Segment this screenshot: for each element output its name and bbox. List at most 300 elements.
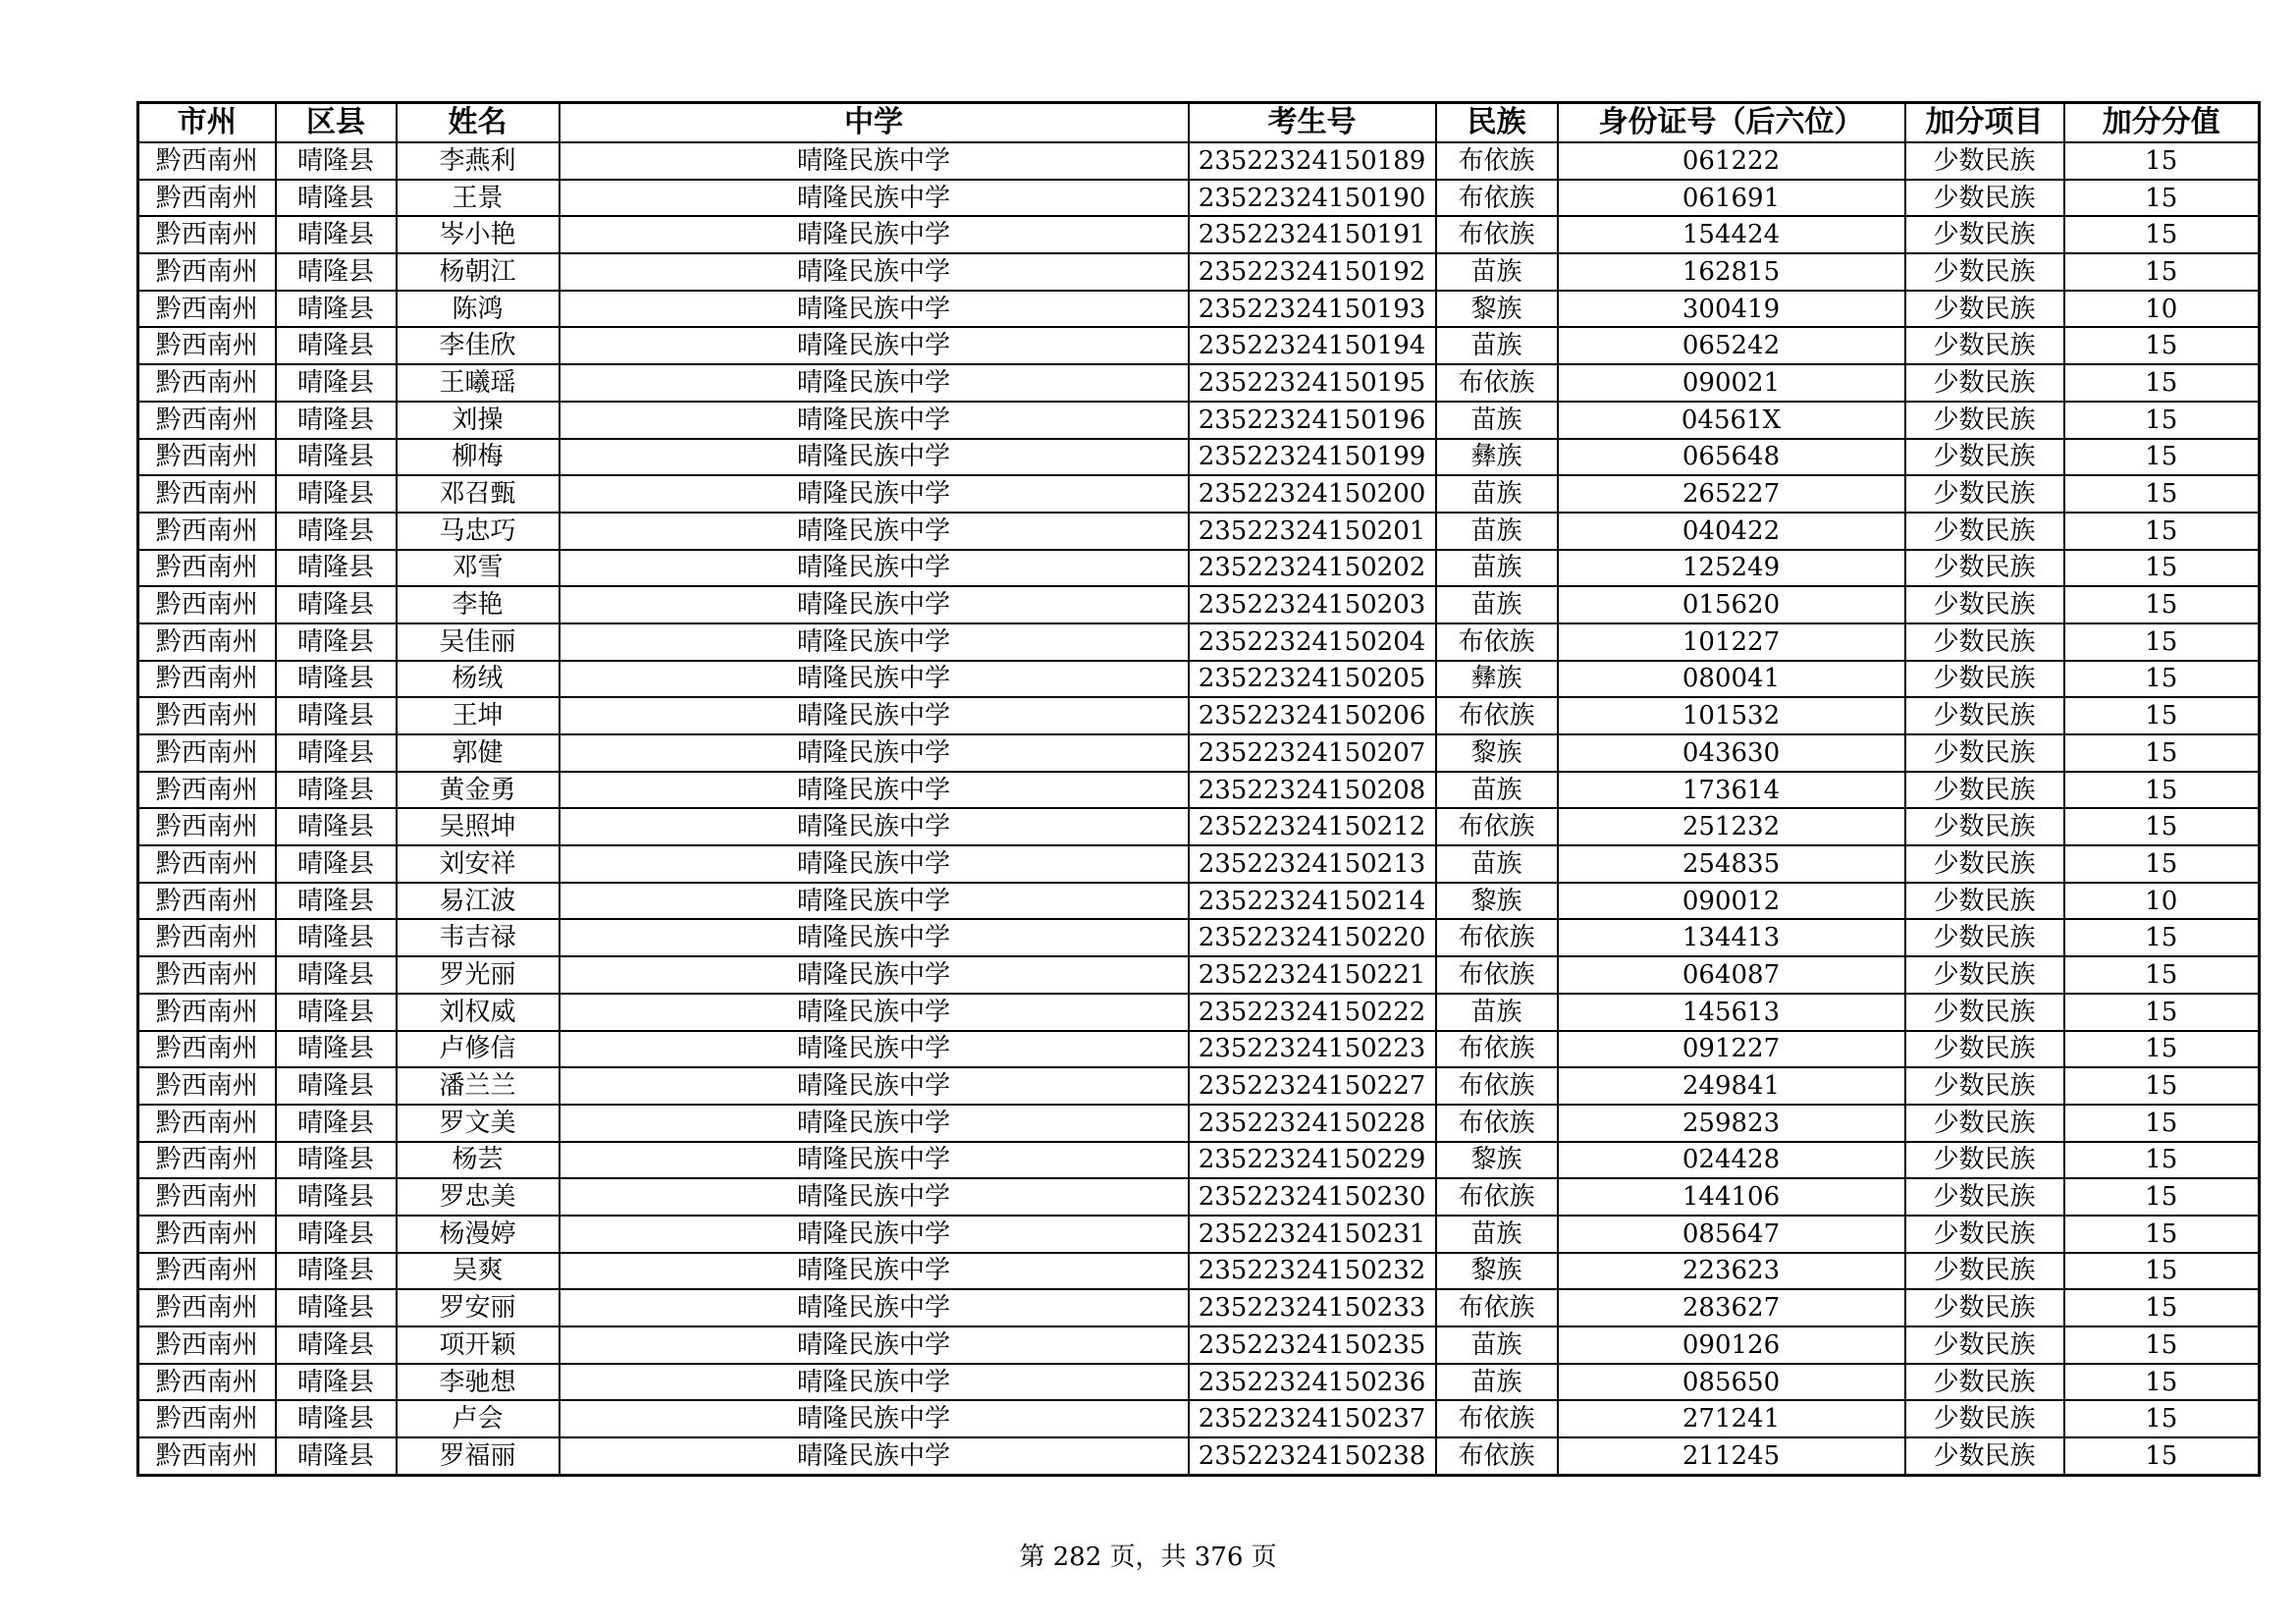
bonus-value-cell: 15 (2064, 1216, 2260, 1253)
ethnicity-cell: 苗族 (1436, 1326, 1558, 1364)
ethnicity-cell: 布依族 (1436, 180, 1558, 217)
id-suffix-cell: 061691 (1558, 180, 1905, 217)
name-cell: 易江波 (397, 883, 560, 920)
bonus-value-cell: 15 (2064, 1253, 2260, 1290)
exam-id-cell: 23522324150206 (1189, 697, 1436, 734)
id-suffix-cell: 154424 (1558, 216, 1905, 253)
city-cell: 黔西南州 (138, 216, 276, 253)
ethnicity-cell: 黎族 (1436, 1253, 1558, 1290)
table-row (138, 1289, 2260, 1326)
exam-id-cell: 23522324150230 (1189, 1178, 1436, 1216)
ethnicity-cell: 苗族 (1436, 475, 1558, 513)
bonus-value-cell: 15 (2064, 402, 2260, 439)
bonus-value-cell: 15 (2064, 1031, 2260, 1068)
ethnicity-cell: 布依族 (1436, 216, 1558, 253)
id-suffix-cell: 162815 (1558, 253, 1905, 291)
exam-id-cell: 23522324150199 (1189, 439, 1436, 476)
ethnicity-cell: 苗族 (1436, 513, 1558, 550)
city-cell: 黔西南州 (138, 327, 276, 364)
city-cell: 黔西南州 (138, 253, 276, 291)
id-suffix-cell: 101532 (1558, 697, 1905, 734)
bonus-value-cell: 15 (2064, 734, 2260, 772)
exam-id-cell: 23522324150193 (1189, 291, 1436, 328)
county-cell: 晴隆县 (276, 364, 397, 402)
bonus-value-cell: 15 (2064, 697, 2260, 734)
column-header: 姓名 (397, 103, 560, 143)
exam-id-cell: 23522324150194 (1189, 327, 1436, 364)
school-cell: 晴隆民族中学 (560, 216, 1189, 253)
school-cell: 晴隆民族中学 (560, 142, 1189, 180)
bonus-item-cell: 少数民族 (1905, 475, 2064, 513)
city-cell: 黔西南州 (138, 883, 276, 920)
city-cell: 黔西南州 (138, 919, 276, 956)
name-cell: 罗文美 (397, 1105, 560, 1142)
bonus-value-cell: 15 (2064, 808, 2260, 845)
city-cell: 黔西南州 (138, 734, 276, 772)
city-cell: 黔西南州 (138, 402, 276, 439)
school-cell: 晴隆民族中学 (560, 883, 1189, 920)
table-row (138, 364, 2260, 402)
bonus-value-cell: 15 (2064, 1326, 2260, 1364)
ethnicity-cell: 布依族 (1436, 623, 1558, 661)
name-cell: 杨朝江 (397, 253, 560, 291)
county-cell: 晴隆县 (276, 180, 397, 217)
bonus-item-cell: 少数民族 (1905, 1326, 2064, 1364)
name-cell: 李驰想 (397, 1364, 560, 1401)
table-row (138, 1326, 2260, 1364)
exam-id-cell: 23522324150213 (1189, 845, 1436, 883)
id-suffix-cell: 024428 (1558, 1142, 1905, 1179)
ethnicity-cell: 苗族 (1436, 845, 1558, 883)
table-row (138, 697, 2260, 734)
name-cell: 卢会 (397, 1400, 560, 1437)
bonus-item-cell: 少数民族 (1905, 661, 2064, 698)
table-row (138, 623, 2260, 661)
bonus-item-cell: 少数民族 (1905, 956, 2064, 994)
bonus-value-cell: 15 (2064, 1289, 2260, 1326)
exam-id-cell: 23522324150205 (1189, 661, 1436, 698)
exam-id-cell: 23522324150235 (1189, 1326, 1436, 1364)
exam-id-cell: 23522324150207 (1189, 734, 1436, 772)
table-row (138, 845, 2260, 883)
bonus-item-cell: 少数民族 (1905, 1105, 2064, 1142)
id-suffix-cell: 015620 (1558, 586, 1905, 623)
city-cell: 黔西南州 (138, 1142, 276, 1179)
ethnicity-cell: 布依族 (1436, 1031, 1558, 1068)
name-cell: 陈鸿 (397, 291, 560, 328)
bonus-item-cell: 少数民族 (1905, 253, 2064, 291)
city-cell: 黔西南州 (138, 1105, 276, 1142)
column-header: 中学 (560, 103, 1189, 143)
city-cell: 黔西南州 (138, 513, 276, 550)
table-row (138, 1216, 2260, 1253)
school-cell: 晴隆民族中学 (560, 1364, 1189, 1401)
id-suffix-cell: 271241 (1558, 1400, 1905, 1437)
school-cell: 晴隆民族中学 (560, 734, 1189, 772)
bonus-item-cell: 少数民族 (1905, 919, 2064, 956)
name-cell: 潘兰兰 (397, 1067, 560, 1105)
county-cell: 晴隆县 (276, 1142, 397, 1179)
table-row (138, 253, 2260, 291)
ethnicity-cell: 苗族 (1436, 253, 1558, 291)
table-row (138, 734, 2260, 772)
city-cell: 黔西南州 (138, 808, 276, 845)
table-row (138, 994, 2260, 1031)
school-cell: 晴隆民族中学 (560, 661, 1189, 698)
ethnicity-cell: 布依族 (1436, 1105, 1558, 1142)
bonus-value-cell: 15 (2064, 1400, 2260, 1437)
exam-id-cell: 23522324150200 (1189, 475, 1436, 513)
city-cell: 黔西南州 (138, 1253, 276, 1290)
city-cell: 黔西南州 (138, 364, 276, 402)
exam-id-cell: 23522324150204 (1189, 623, 1436, 661)
city-cell: 黔西南州 (138, 1400, 276, 1437)
table-row (138, 550, 2260, 587)
exam-id-cell: 23522324150227 (1189, 1067, 1436, 1105)
id-suffix-cell: 300419 (1558, 291, 1905, 328)
city-cell: 黔西南州 (138, 956, 276, 994)
school-cell: 晴隆民族中学 (560, 697, 1189, 734)
table-row (138, 919, 2260, 956)
table-row (138, 1067, 2260, 1105)
id-suffix-cell: 085650 (1558, 1364, 1905, 1401)
table-row (138, 1437, 2260, 1475)
name-cell: 吴爽 (397, 1253, 560, 1290)
ethnicity-cell: 苗族 (1436, 402, 1558, 439)
bonus-item-cell: 少数民族 (1905, 845, 2064, 883)
table-row (138, 327, 2260, 364)
county-cell: 晴隆县 (276, 550, 397, 587)
bonus-item-cell: 少数民族 (1905, 1142, 2064, 1179)
county-cell: 晴隆县 (276, 216, 397, 253)
name-cell: 郭健 (397, 734, 560, 772)
exam-id-cell: 23522324150196 (1189, 402, 1436, 439)
table-row (138, 475, 2260, 513)
city-cell: 黔西南州 (138, 1216, 276, 1253)
column-header: 考生号 (1189, 103, 1436, 143)
county-cell: 晴隆县 (276, 1437, 397, 1475)
school-cell: 晴隆民族中学 (560, 513, 1189, 550)
id-suffix-cell: 085647 (1558, 1216, 1905, 1253)
table-body (138, 142, 2260, 1475)
county-cell: 晴隆县 (276, 1364, 397, 1401)
bonus-item-cell: 少数民族 (1905, 697, 2064, 734)
school-cell: 晴隆民族中学 (560, 1178, 1189, 1216)
bonus-value-cell: 15 (2064, 253, 2260, 291)
county-cell: 晴隆县 (276, 845, 397, 883)
name-cell: 邓雪 (397, 550, 560, 587)
table-row (138, 216, 2260, 253)
city-cell: 黔西南州 (138, 586, 276, 623)
city-cell: 黔西南州 (138, 475, 276, 513)
city-cell: 黔西南州 (138, 1178, 276, 1216)
table-row (138, 1178, 2260, 1216)
name-cell: 杨漫婷 (397, 1216, 560, 1253)
city-cell: 黔西南州 (138, 661, 276, 698)
school-cell: 晴隆民族中学 (560, 919, 1189, 956)
bonus-value-cell: 15 (2064, 661, 2260, 698)
city-cell: 黔西南州 (138, 1437, 276, 1475)
exam-id-cell: 23522324150231 (1189, 1216, 1436, 1253)
bonus-item-cell: 少数民族 (1905, 216, 2064, 253)
table-row (138, 808, 2260, 845)
city-cell: 黔西南州 (138, 180, 276, 217)
county-cell: 晴隆县 (276, 808, 397, 845)
ethnicity-cell: 彝族 (1436, 661, 1558, 698)
name-cell: 李艳 (397, 586, 560, 623)
id-suffix-cell: 265227 (1558, 475, 1905, 513)
exam-id-cell: 23522324150189 (1189, 142, 1436, 180)
county-cell: 晴隆县 (276, 734, 397, 772)
county-cell: 晴隆县 (276, 661, 397, 698)
table-row (138, 772, 2260, 809)
bonus-value-cell: 15 (2064, 1437, 2260, 1475)
bonus-item-cell: 少数民族 (1905, 291, 2064, 328)
id-suffix-cell: 145613 (1558, 994, 1905, 1031)
exam-id-cell: 23522324150220 (1189, 919, 1436, 956)
table-row (138, 883, 2260, 920)
county-cell: 晴隆县 (276, 439, 397, 476)
city-cell: 黔西南州 (138, 1031, 276, 1068)
bonus-item-cell: 少数民族 (1905, 142, 2064, 180)
name-cell: 卢修信 (397, 1031, 560, 1068)
ethnicity-cell: 黎族 (1436, 883, 1558, 920)
ethnicity-cell: 苗族 (1436, 327, 1558, 364)
ethnicity-cell: 布依族 (1436, 1178, 1558, 1216)
school-cell: 晴隆民族中学 (560, 586, 1189, 623)
table-row (138, 291, 2260, 328)
exam-id-cell: 23522324150214 (1189, 883, 1436, 920)
id-suffix-cell: 040422 (1558, 513, 1905, 550)
bonus-item-cell: 少数民族 (1905, 439, 2064, 476)
school-cell: 晴隆民族中学 (560, 180, 1189, 217)
ethnicity-cell: 布依族 (1436, 364, 1558, 402)
bonus-item-cell: 少数民族 (1905, 513, 2064, 550)
name-cell: 李佳欣 (397, 327, 560, 364)
name-cell: 柳梅 (397, 439, 560, 476)
bonus-value-cell: 15 (2064, 550, 2260, 587)
bonus-item-cell: 少数民族 (1905, 994, 2064, 1031)
school-cell: 晴隆民族中学 (560, 327, 1189, 364)
bonus-item-cell: 少数民族 (1905, 1289, 2064, 1326)
bonus-item-cell: 少数民族 (1905, 1364, 2064, 1401)
name-cell: 岑小艳 (397, 216, 560, 253)
county-cell: 晴隆县 (276, 1326, 397, 1364)
bonus-value-cell: 15 (2064, 1067, 2260, 1105)
column-header: 市州 (138, 103, 276, 143)
bonus-value-cell: 15 (2064, 142, 2260, 180)
exam-id-cell: 23522324150195 (1189, 364, 1436, 402)
column-header: 民族 (1436, 103, 1558, 143)
city-cell: 黔西南州 (138, 439, 276, 476)
table-row (138, 1105, 2260, 1142)
name-cell: 罗福丽 (397, 1437, 560, 1475)
id-suffix-cell: 101227 (1558, 623, 1905, 661)
ethnicity-cell: 黎族 (1436, 1142, 1558, 1179)
county-cell: 晴隆县 (276, 402, 397, 439)
exam-id-cell: 23522324150221 (1189, 956, 1436, 994)
id-suffix-cell: 144106 (1558, 1178, 1905, 1216)
school-cell: 晴隆民族中学 (560, 291, 1189, 328)
ethnicity-cell: 布依族 (1436, 808, 1558, 845)
id-suffix-cell: 065648 (1558, 439, 1905, 476)
name-cell: 刘操 (397, 402, 560, 439)
bonus-item-cell: 少数民族 (1905, 1178, 2064, 1216)
ethnicity-cell: 苗族 (1436, 586, 1558, 623)
school-cell: 晴隆民族中学 (560, 1400, 1189, 1437)
exam-id-cell: 23522324150237 (1189, 1400, 1436, 1437)
id-suffix-cell: 064087 (1558, 956, 1905, 994)
county-cell: 晴隆县 (276, 1289, 397, 1326)
column-header: 区县 (276, 103, 397, 143)
id-suffix-cell: 043630 (1558, 734, 1905, 772)
bonus-value-cell: 15 (2064, 439, 2260, 476)
ethnicity-cell: 布依族 (1436, 142, 1558, 180)
id-suffix-cell: 065242 (1558, 327, 1905, 364)
exam-id-cell: 23522324150222 (1189, 994, 1436, 1031)
ethnicity-cell: 苗族 (1436, 772, 1558, 809)
school-cell: 晴隆民族中学 (560, 845, 1189, 883)
city-cell: 黔西南州 (138, 845, 276, 883)
bonus-item-cell: 少数民族 (1905, 883, 2064, 920)
bonus-value-cell: 10 (2064, 883, 2260, 920)
ethnicity-cell: 苗族 (1436, 994, 1558, 1031)
school-cell: 晴隆民族中学 (560, 475, 1189, 513)
county-cell: 晴隆县 (276, 513, 397, 550)
school-cell: 晴隆民族中学 (560, 550, 1189, 587)
id-suffix-cell: 090012 (1558, 883, 1905, 920)
county-cell: 晴隆县 (276, 1067, 397, 1105)
city-cell: 黔西南州 (138, 697, 276, 734)
exam-id-cell: 23522324150203 (1189, 586, 1436, 623)
school-cell: 晴隆民族中学 (560, 1216, 1189, 1253)
city-cell: 黔西南州 (138, 142, 276, 180)
bonus-item-cell: 少数民族 (1905, 1067, 2064, 1105)
id-suffix-cell: 090021 (1558, 364, 1905, 402)
ethnicity-cell: 苗族 (1436, 1216, 1558, 1253)
name-cell: 杨芸 (397, 1142, 560, 1179)
exam-id-cell: 23522324150192 (1189, 253, 1436, 291)
bonus-item-cell: 少数民族 (1905, 402, 2064, 439)
school-cell: 晴隆民族中学 (560, 1142, 1189, 1179)
table-row (138, 586, 2260, 623)
school-cell: 晴隆民族中学 (560, 1326, 1189, 1364)
ethnicity-cell: 布依族 (1436, 1289, 1558, 1326)
school-cell: 晴隆民族中学 (560, 956, 1189, 994)
table-row (138, 142, 2260, 180)
county-cell: 晴隆县 (276, 291, 397, 328)
exam-id-cell: 23522324150223 (1189, 1031, 1436, 1068)
table-header (138, 103, 2260, 143)
table-row (138, 402, 2260, 439)
id-suffix-cell: 251232 (1558, 808, 1905, 845)
school-cell: 晴隆民族中学 (560, 623, 1189, 661)
county-cell: 晴隆县 (276, 772, 397, 809)
name-cell: 吴照坤 (397, 808, 560, 845)
county-cell: 晴隆县 (276, 1253, 397, 1290)
exam-id-cell: 23522324150191 (1189, 216, 1436, 253)
county-cell: 晴隆县 (276, 1105, 397, 1142)
table-row (138, 180, 2260, 217)
school-cell: 晴隆民族中学 (560, 994, 1189, 1031)
bonus-value-cell: 15 (2064, 216, 2260, 253)
county-cell: 晴隆县 (276, 623, 397, 661)
exam-id-cell: 23522324150208 (1189, 772, 1436, 809)
bonus-item-cell: 少数民族 (1905, 327, 2064, 364)
bonus-item-cell: 少数民族 (1905, 180, 2064, 217)
county-cell: 晴隆县 (276, 697, 397, 734)
table-row (138, 439, 2260, 476)
county-cell: 晴隆县 (276, 1031, 397, 1068)
ethnicity-cell: 布依族 (1436, 1400, 1558, 1437)
city-cell: 黔西南州 (138, 550, 276, 587)
county-cell: 晴隆县 (276, 956, 397, 994)
page-footer: 第 282 页，共 376 页 (1019, 1543, 1277, 1572)
exam-id-cell: 23522324150228 (1189, 1105, 1436, 1142)
bonus-value-cell: 15 (2064, 1142, 2260, 1179)
name-cell: 杨绒 (397, 661, 560, 698)
bonus-item-cell: 少数民族 (1905, 623, 2064, 661)
name-cell: 刘安祥 (397, 845, 560, 883)
bonus-value-cell: 15 (2064, 327, 2260, 364)
bonus-item-cell: 少数民族 (1905, 734, 2064, 772)
bonus-value-cell: 15 (2064, 475, 2260, 513)
header-row (138, 103, 2260, 143)
ethnicity-cell: 布依族 (1436, 1067, 1558, 1105)
bonus-item-cell: 少数民族 (1905, 1216, 2064, 1253)
county-cell: 晴隆县 (276, 475, 397, 513)
city-cell: 黔西南州 (138, 994, 276, 1031)
name-cell: 王曦瑶 (397, 364, 560, 402)
ethnicity-cell: 苗族 (1436, 550, 1558, 587)
exam-id-cell: 23522324150233 (1189, 1289, 1436, 1326)
city-cell: 黔西南州 (138, 291, 276, 328)
table-row (138, 956, 2260, 994)
data-table (136, 101, 2261, 1477)
school-cell: 晴隆民族中学 (560, 1067, 1189, 1105)
name-cell: 韦吉禄 (397, 919, 560, 956)
county-cell: 晴隆县 (276, 883, 397, 920)
id-suffix-cell: 259823 (1558, 1105, 1905, 1142)
school-cell: 晴隆民族中学 (560, 772, 1189, 809)
id-suffix-cell: 223623 (1558, 1253, 1905, 1290)
name-cell: 王坤 (397, 697, 560, 734)
column-header: 加分分值 (2064, 103, 2260, 143)
bonus-value-cell: 10 (2064, 291, 2260, 328)
school-cell: 晴隆民族中学 (560, 1105, 1189, 1142)
bonus-item-cell: 少数民族 (1905, 364, 2064, 402)
name-cell: 罗安丽 (397, 1289, 560, 1326)
table-row (138, 1400, 2260, 1437)
city-cell: 黔西南州 (138, 772, 276, 809)
name-cell: 项开颖 (397, 1326, 560, 1364)
county-cell: 晴隆县 (276, 1400, 397, 1437)
id-suffix-cell: 249841 (1558, 1067, 1905, 1105)
bonus-item-cell: 少数民族 (1905, 1437, 2064, 1475)
ethnicity-cell: 苗族 (1436, 1364, 1558, 1401)
school-cell: 晴隆民族中学 (560, 402, 1189, 439)
bonus-value-cell: 15 (2064, 180, 2260, 217)
table-row (138, 513, 2260, 550)
bonus-item-cell: 少数民族 (1905, 586, 2064, 623)
county-cell: 晴隆县 (276, 142, 397, 180)
bonus-item-cell: 少数民族 (1905, 1400, 2064, 1437)
name-cell: 吴佳丽 (397, 623, 560, 661)
ethnicity-cell: 布依族 (1436, 956, 1558, 994)
city-cell: 黔西南州 (138, 1289, 276, 1326)
county-cell: 晴隆县 (276, 327, 397, 364)
exam-id-cell: 23522324150190 (1189, 180, 1436, 217)
